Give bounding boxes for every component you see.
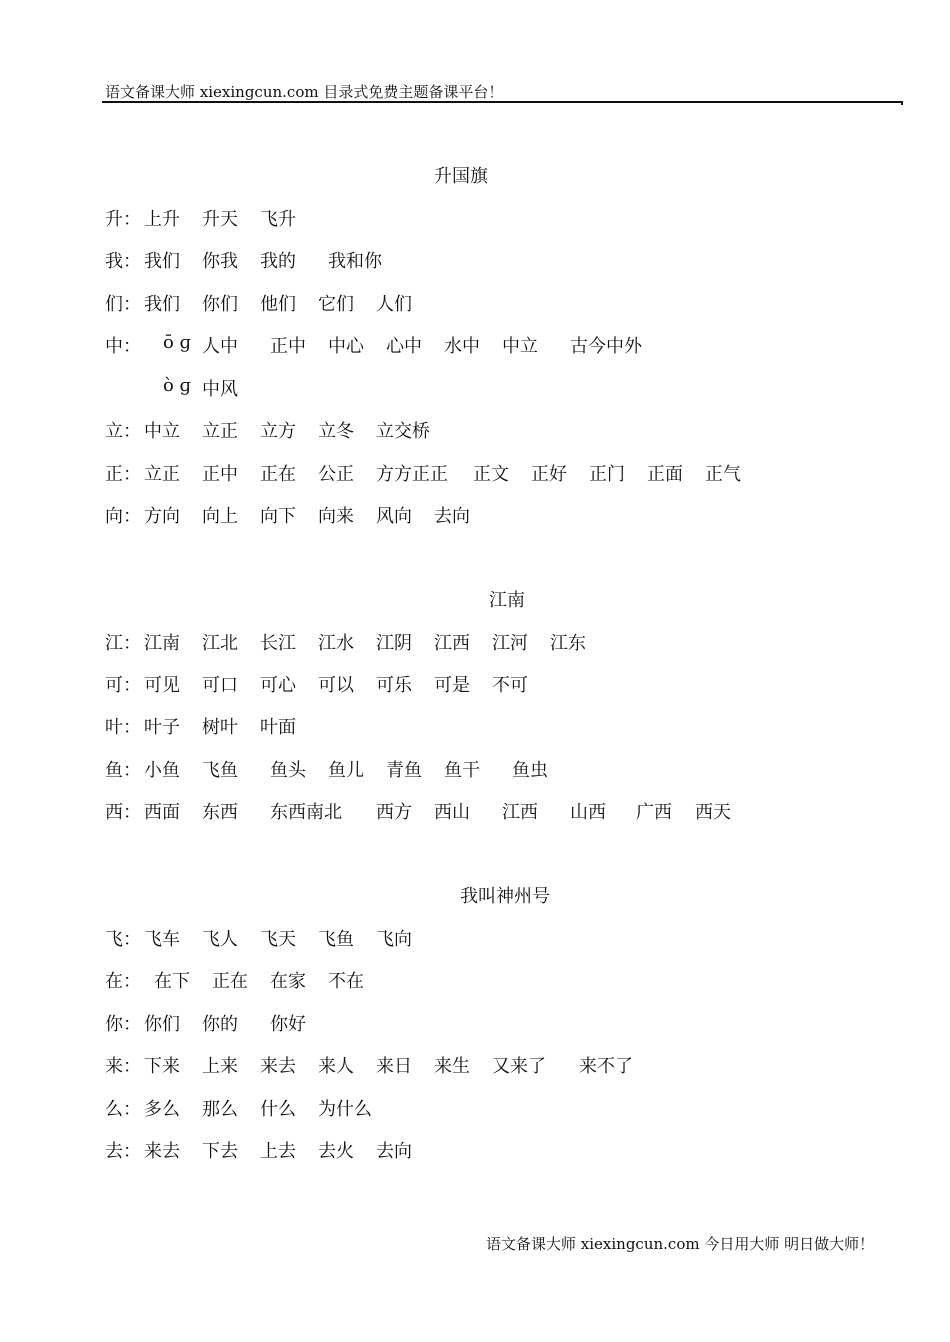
word-item: 立交桥: [376, 421, 430, 442]
word-item: 可口: [202, 675, 238, 696]
word-item: 我和你: [328, 251, 382, 272]
word-item: 向来: [318, 506, 354, 527]
word-item: 向下: [260, 506, 296, 527]
word-item: 公正: [318, 464, 354, 485]
character-label: 你：: [105, 1014, 141, 1035]
word-item: 正中: [270, 336, 306, 357]
word-item: 我们: [144, 294, 180, 315]
word-item: 水中: [444, 336, 480, 357]
word-item: 正好: [531, 464, 567, 485]
word-item: 可心: [260, 675, 296, 696]
character-label: 叶：: [105, 717, 141, 738]
word-item: 江阴: [376, 633, 412, 654]
word-item: 你们: [144, 1014, 180, 1035]
word-item: 正气: [705, 464, 741, 485]
word-item: 西天: [695, 802, 731, 823]
word-item: 向上: [202, 506, 238, 527]
word-item: 去向: [434, 506, 470, 527]
word-item: 广西: [636, 802, 672, 823]
word-item: 飞向: [376, 929, 412, 950]
word-item: 我的: [260, 251, 296, 272]
word-item: 多么: [144, 1099, 180, 1120]
character-label: 来：: [105, 1056, 141, 1077]
header-divider: [102, 101, 903, 103]
word-item: 鱼虫: [512, 760, 548, 781]
word-item: 飞鱼: [318, 929, 354, 950]
character-label: 么：: [105, 1099, 141, 1120]
word-item: 西山: [434, 802, 470, 823]
word-item: 青鱼: [386, 760, 422, 781]
character-label: 升：: [105, 209, 141, 230]
character-label: 江：: [105, 633, 141, 654]
word-item: 飞人: [202, 929, 238, 950]
word-item: 来去: [260, 1056, 296, 1077]
word-item: 去火: [318, 1141, 354, 1162]
word-item: 来人: [318, 1056, 354, 1077]
word-item: 为什么: [318, 1099, 372, 1120]
word-item: 山西: [570, 802, 606, 823]
word-item: 风向: [376, 506, 412, 527]
word-item: 升天: [202, 209, 238, 230]
word-item: 江西: [434, 633, 470, 654]
word-item: 江水: [318, 633, 354, 654]
word-item: 方向: [144, 506, 180, 527]
word-item: 飞升: [260, 209, 296, 230]
word-item: 可以: [318, 675, 354, 696]
word-item: 中心: [328, 336, 364, 357]
word-item: 江东: [550, 633, 586, 654]
word-item: 中风: [202, 379, 238, 400]
character-label: 去：: [105, 1141, 141, 1162]
character-label: 西：: [105, 802, 141, 823]
word-item: 西方: [376, 802, 412, 823]
word-item: 立正: [144, 464, 180, 485]
word-item: 立正: [202, 421, 238, 442]
section-title: 江南: [489, 590, 525, 611]
word-item: 下去: [202, 1141, 238, 1162]
word-item: 正面: [647, 464, 683, 485]
word-item: 正门: [589, 464, 625, 485]
word-item: 飞车: [144, 929, 180, 950]
word-item: 长江: [260, 633, 296, 654]
character-label: 立：: [105, 421, 141, 442]
word-item: 来日: [376, 1056, 412, 1077]
word-item: 上升: [144, 209, 180, 230]
word-item: 鱼头: [270, 760, 306, 781]
word-item: 你们: [202, 294, 238, 315]
character-label: 我：: [105, 251, 141, 272]
word-item: 立冬: [318, 421, 354, 442]
word-item: 飞天: [260, 929, 296, 950]
word-item: 江西: [502, 802, 538, 823]
word-item: 心中: [386, 336, 422, 357]
word-item: 东西南北: [270, 802, 342, 823]
word-item: 鱼儿: [328, 760, 364, 781]
word-item: 方方正正: [376, 464, 448, 485]
word-item: 立方: [260, 421, 296, 442]
word-item: 江南: [144, 633, 180, 654]
word-item: 又来了: [492, 1056, 546, 1077]
word-item: 你我: [202, 251, 238, 272]
section-title: 升国旗: [434, 166, 488, 187]
page-footer: 语文备课大师 xiexingcun.com 今日用大师 明日做大师！: [486, 1235, 875, 1253]
word-item: 去向: [376, 1141, 412, 1162]
word-item: 树叶: [202, 717, 238, 738]
word-item: 在下: [154, 971, 190, 992]
word-item: ò ɡ: [163, 375, 192, 396]
word-item: 上来: [202, 1056, 238, 1077]
character-label: 在：: [105, 971, 141, 992]
word-item: 西面: [144, 802, 180, 823]
character-label: 们：: [105, 294, 141, 315]
word-item: 江北: [202, 633, 238, 654]
word-item: 叶面: [260, 717, 296, 738]
word-item: 中立: [144, 421, 180, 442]
section-title: 我叫神州号: [460, 886, 550, 907]
word-item: 那么: [202, 1099, 238, 1120]
word-item: 小鱼: [144, 760, 180, 781]
word-item: 鱼干: [444, 760, 480, 781]
word-item: 人中: [202, 336, 238, 357]
word-item: 他们: [260, 294, 296, 315]
word-item: 正在: [260, 464, 296, 485]
word-item: 江河: [492, 633, 528, 654]
word-item: 什么: [260, 1099, 296, 1120]
character-label: 正：: [105, 464, 141, 485]
word-item: 可是: [434, 675, 470, 696]
word-item: 正在: [212, 971, 248, 992]
word-item: 古今中外: [570, 336, 642, 357]
word-item: 你好: [270, 1014, 306, 1035]
word-item: 正中: [202, 464, 238, 485]
character-label: 中：: [105, 336, 141, 357]
word-item: 不可: [492, 675, 528, 696]
character-label: 向：: [105, 506, 141, 527]
word-item: 可乐: [376, 675, 412, 696]
word-item: 下来: [144, 1056, 180, 1077]
word-item: 人们: [376, 294, 412, 315]
word-item: 可见: [144, 675, 180, 696]
word-item: 来不了: [579, 1056, 633, 1077]
character-label: 可：: [105, 675, 141, 696]
word-item: 正文: [473, 464, 509, 485]
page-header: 语文备课大师 xiexingcun.com 目录式免费主题备课平台！: [105, 83, 504, 101]
word-item: 它们: [318, 294, 354, 315]
word-item: 叶子: [144, 717, 180, 738]
word-item: 在家: [270, 971, 306, 992]
word-item: 飞鱼: [202, 760, 238, 781]
word-item: 中立: [502, 336, 538, 357]
word-item: 不在: [328, 971, 364, 992]
character-label: 鱼：: [105, 760, 141, 781]
word-item: 来去: [144, 1141, 180, 1162]
character-label: 飞：: [105, 929, 141, 950]
word-item: 来生: [434, 1056, 470, 1077]
word-item: ō ɡ: [163, 332, 192, 353]
word-item: 我们: [144, 251, 180, 272]
word-item: 你的: [202, 1014, 238, 1035]
word-item: 东西: [202, 802, 238, 823]
word-item: 上去: [260, 1141, 296, 1162]
